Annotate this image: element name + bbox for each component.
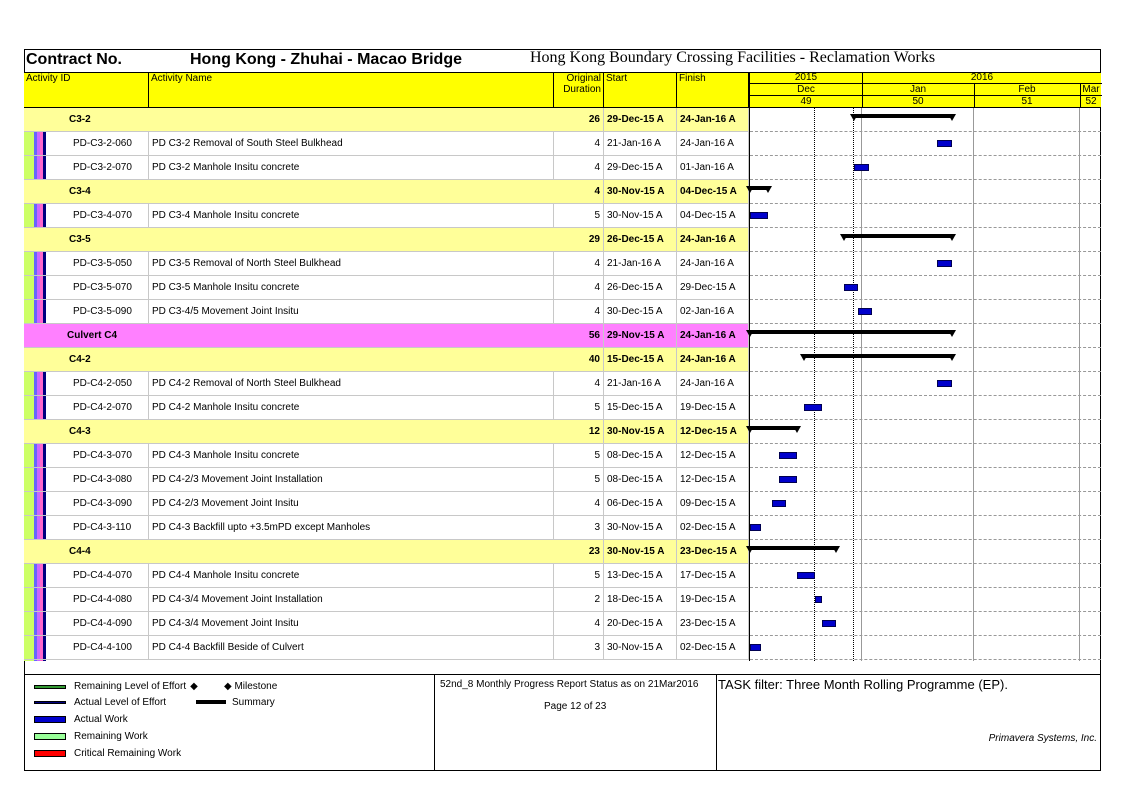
activity-name-cell: PD C4-3 Manhole Insitu concrete [149,444,554,467]
gantt-row-divider [750,467,1101,468]
remaining-loe-swatch [34,685,66,689]
start-cell: 29-Dec-15 A [604,156,677,179]
activity-id-cell: PD-C3-4-070 [51,204,149,227]
start-cell: 18-Dec-15 A [604,588,677,611]
activity-row[interactable] [24,276,749,300]
duration-cell: 26 [554,108,604,131]
summary-icon [196,700,226,704]
page-number: Page 12 of 23 [544,701,607,712]
activity-id-cell: C3-4 [69,186,91,197]
week-51: 51 [974,96,1081,107]
finish-cell: 24-Jan-16 A [677,132,749,155]
finish-cell: 02-Dec-15 A [677,636,749,659]
start-cell: 26-Dec-15 A [604,228,677,251]
activity-row[interactable] [24,492,749,516]
activity-id-cell: PD-C4-4-070 [51,564,149,587]
vendor-name: Primavera Systems, Inc. [988,733,1097,744]
activity-row[interactable] [24,636,749,660]
duration-cell: 56 [554,324,604,347]
gantt-chart [749,108,1100,661]
start-cell: 20-Dec-15 A [604,612,677,635]
duration-cell: 40 [554,348,604,371]
activity-row[interactable] [24,372,749,396]
gantt-row-divider [750,203,1101,204]
wbs-group-row[interactable] [24,228,749,252]
start-cell: 30-Nov-15 A [604,204,677,227]
actual-loe-swatch [34,701,66,704]
gantt-row-divider [750,563,1101,564]
start-cell: 15-Dec-15 A [604,396,677,419]
legend-remaining-loe: Remaining Level of Effort ◆ [34,681,198,693]
duration-cell: 4 [554,492,604,515]
activity-name-cell: PD C4-2/3 Movement Joint Installation [149,468,554,491]
duration-cell: 29 [554,228,604,251]
gantt-row-divider [750,371,1101,372]
legend-milestone: ◆ Milestone [224,681,278,692]
actual-work-bar [844,284,858,291]
summary-bar [804,354,952,358]
activity-name-cell: PD C3-2 Manhole Insitu concrete [149,156,554,179]
activity-id-cell: PD-C4-4-090 [51,612,149,635]
activity-row[interactable] [24,516,749,540]
finish-cell: 24-Jan-16 A [677,108,749,131]
activity-id-cell: PD-C3-2-060 [51,132,149,155]
actual-work-swatch [34,716,66,723]
duration-cell: 5 [554,468,604,491]
finish-cell: 12-Dec-15 A [677,420,749,443]
actual-work-bar [750,212,768,219]
duration-cell: 12 [554,420,604,443]
summary-bar [750,186,768,190]
duration-cell: 2 [554,588,604,611]
activity-id-cell: PD-C3-5-050 [51,252,149,275]
actual-work-bar [772,500,786,507]
finish-cell: 09-Dec-15 A [677,492,749,515]
start-cell: 30-Dec-15 A [604,300,677,323]
actual-work-bar [779,476,797,483]
duration-cell: 5 [554,204,604,227]
activity-row[interactable] [24,300,749,324]
finish-cell: 19-Dec-15 A [677,396,749,419]
actual-work-bar [797,572,815,579]
activity-name-cell: PD C4-2/3 Movement Joint Insitu [149,492,554,515]
finish-cell: 02-Jan-16 A [677,300,749,323]
activity-row[interactable] [24,588,749,612]
finish-cell: 04-Dec-15 A [677,204,749,227]
start-cell: 30-Nov-15 A [604,516,677,539]
gantt-row-divider [750,659,1101,660]
column-header [24,73,749,108]
duration-cell: 3 [554,516,604,539]
start-cell: 29-Dec-15 A [604,108,677,131]
wbs-group-row[interactable] [24,180,749,204]
month-feb: Feb [974,84,1081,95]
col-duration[interactable] [554,73,604,107]
finish-cell: 24-Jan-16 A [677,348,749,371]
activity-row[interactable] [24,252,749,276]
activity-row[interactable] [24,132,749,156]
start-cell: 29-Nov-15 A [604,324,677,347]
actual-work-bar [750,644,761,651]
gantt-row-divider [750,395,1101,396]
month-mar: Mar [1082,84,1100,95]
gantt-row-divider [750,275,1101,276]
start-cell: 30-Nov-15 A [604,636,677,659]
activity-id-cell: PD-C4-4-080 [51,588,149,611]
activity-name-cell: PD C3-5 Removal of North Steel Bulkhead [149,252,554,275]
start-cell: 30-Nov-15 A [604,420,677,443]
activity-row[interactable] [24,396,749,420]
activity-row[interactable] [24,612,749,636]
activity-row[interactable] [24,156,749,180]
wbs-group-row[interactable] [24,324,749,348]
finish-cell: 02-Dec-15 A [677,516,749,539]
activity-id-cell: C3-5 [69,234,91,245]
activity-id-cell: PD-C4-3-080 [51,468,149,491]
finish-cell: 12-Dec-15 A [677,468,749,491]
wbs-group-row[interactable] [24,348,749,372]
gantt-row-divider [750,323,1101,324]
summary-bar [854,114,951,118]
duration-cell: 5 [554,396,604,419]
activity-name-cell: PD C4-3/4 Movement Joint Installation [149,588,554,611]
activity-id-cell: PD-C3-5-070 [51,276,149,299]
finish-cell: 24-Jan-16 A [677,228,749,251]
gantt-row-divider [750,131,1101,132]
gantt-row-divider [750,635,1101,636]
milestone-icon: ◆ [224,681,235,692]
critical-remaining-swatch [34,750,66,757]
col-activity-id[interactable]: Activity ID [24,73,149,107]
activity-id-cell: PD-C3-2-070 [51,156,149,179]
gantt-row-divider [750,515,1101,516]
activity-id-cell: C4-4 [69,546,91,557]
activity-id-cell: PD-C3-5-090 [51,300,149,323]
start-cell: 21-Jan-16 A [604,132,677,155]
actual-work-bar [750,524,761,531]
gantt-row-divider [750,251,1101,252]
start-cell: 26-Dec-15 A [604,276,677,299]
legend-actual-loe: Actual Level of Effort [34,697,166,709]
finish-cell: 29-Dec-15 A [677,276,749,299]
start-cell: 08-Dec-15 A [604,468,677,491]
gantt-row-divider [750,299,1101,300]
year-2015: 2015 [750,73,863,83]
finish-cell: 01-Jan-16 A [677,156,749,179]
activity-row[interactable] [24,204,749,228]
gantt-row-divider [750,491,1101,492]
legend-remaining-work: Remaining Work [34,731,148,743]
actual-work-bar [815,596,822,603]
activity-name-cell: PD C4-2 Manhole Insitu concrete [149,396,554,419]
timescale-header [749,73,1101,108]
finish-cell: 23-Dec-15 A [677,540,749,563]
start-cell: 13-Dec-15 A [604,564,677,587]
activity-id-cell: PD-C4-3-070 [51,444,149,467]
activity-id-cell: PD-C4-3-110 [51,516,149,539]
start-cell: 21-Jan-16 A [604,252,677,275]
week-50: 50 [862,96,975,107]
gantt-row-divider [750,611,1101,612]
duration-cell: 3 [554,636,604,659]
start-cell: 30-Nov-15 A [604,540,677,563]
actual-work-bar [822,620,836,627]
col-duration-line2: Duration [563,84,601,95]
legend-critical-remaining: Critical Remaining Work [34,748,181,760]
month-dec: Dec [750,84,863,95]
activity-name-cell: PD C4-2 Removal of North Steel Bulkhead [149,372,554,395]
year-2016: 2016 [970,72,994,83]
duration-cell: 4 [554,300,604,323]
start-cell: 30-Nov-15 A [604,180,677,203]
project-title: Hong Kong - Zhuhai - Macao Bridge [190,51,462,68]
actual-work-bar [858,308,872,315]
contract-label: Contract No. [26,51,122,68]
gantt-row-divider [750,227,1101,228]
activity-name-cell: PD C3-4 Manhole Insitu concrete [149,204,554,227]
activity-id-cell: PD-C4-3-090 [51,492,149,515]
gantt-row-divider [750,155,1101,156]
activity-id-cell: PD-C4-2-050 [51,372,149,395]
activity-row[interactable] [24,564,749,588]
report-status: 52nd_8 Monthly Progress Report Status as on 21Mar2016 [440,679,699,690]
start-cell: 15-Dec-15 A [604,348,677,371]
duration-cell: 5 [554,444,604,467]
wbs-group-row[interactable] [24,420,749,444]
summary-bar [750,426,797,430]
start-cell: 21-Jan-16 A [604,372,677,395]
duration-cell: 4 [554,180,604,203]
gantt-row-divider [750,179,1101,180]
activity-id-cell: C3-2 [69,114,91,125]
activity-name-cell: PD C4-4 Backfill Beside of Culvert [149,636,554,659]
duration-cell: 4 [554,612,604,635]
col-duration-line1: Original [566,73,601,84]
gantt-row-divider [750,539,1101,540]
finish-cell: 19-Dec-15 A [677,588,749,611]
wbs-group-row[interactable] [24,540,749,564]
report-subtitle: Hong Kong Boundary Crossing Facilities - Reclamation Works [530,49,936,66]
week-52: 52 [1085,96,1097,107]
wbs-group-row[interactable] [24,108,749,132]
finish-cell: 24-Jan-16 A [677,372,749,395]
finish-cell: 24-Jan-16 A [677,252,749,275]
start-cell: 06-Dec-15 A [604,492,677,515]
duration-cell: 5 [554,564,604,587]
start-cell: 08-Dec-15 A [604,444,677,467]
activity-name-cell: PD C3-2 Removal of South Steel Bulkhead [149,132,554,155]
activity-id-cell: C4-2 [69,354,91,365]
activity-name-cell: PD C3-5 Manhole Insitu concrete [149,276,554,299]
finish-cell: 04-Dec-15 A [677,180,749,203]
finish-cell: 23-Dec-15 A [677,612,749,635]
finish-cell: 12-Dec-15 A [677,444,749,467]
gantt-row-divider [750,347,1101,348]
gantt-row-divider [750,587,1101,588]
activity-id-cell: PD-C4-4-100 [51,636,149,659]
col-finish[interactable]: Finish [677,73,749,107]
actual-work-bar [937,260,951,267]
activity-id-cell: Culvert C4 [67,330,118,341]
col-activity-name[interactable]: Activity Name [149,73,554,107]
actual-work-bar [779,452,797,459]
legend-summary: Summary [196,697,275,709]
activity-name-cell: PD C3-4/5 Movement Joint Insitu [149,300,554,323]
finish-cell: 17-Dec-15 A [677,564,749,587]
remaining-work-swatch [34,733,66,740]
duration-cell: 4 [554,252,604,275]
title-bar [24,49,1101,73]
duration-cell: 4 [554,132,604,155]
activity-row[interactable] [24,468,749,492]
actual-work-bar [804,404,822,411]
duration-cell: 4 [554,156,604,179]
activity-id-cell: C4-3 [69,426,91,437]
duration-cell: 23 [554,540,604,563]
summary-bar [750,330,952,334]
legend-actual-work: Actual Work [34,714,128,726]
activity-name-cell: PD C4-3/4 Movement Joint Insitu [149,612,554,635]
activity-row[interactable] [24,444,749,468]
activity-id-cell: PD-C4-2-070 [51,396,149,419]
col-start[interactable]: Start [604,73,677,107]
actual-work-bar [854,164,868,171]
duration-cell: 4 [554,276,604,299]
summary-bar [750,546,836,550]
activity-name-cell: PD C4-3 Backfill upto +3.5mPD except Manholes [149,516,554,539]
gantt-row-divider [750,443,1101,444]
actual-work-bar [937,380,951,387]
activity-name-cell: PD C4-4 Manhole Insitu concrete [149,564,554,587]
week-49: 49 [750,96,863,107]
task-filter: TASK filter: Three Month Rolling Programme (EP). [718,677,1008,692]
gantt-row-divider [750,419,1101,420]
duration-cell: 4 [554,372,604,395]
footer [24,674,1101,771]
summary-bar [844,234,952,238]
month-jan: Jan [862,84,975,95]
finish-cell: 24-Jan-16 A [677,324,749,347]
actual-work-bar [937,140,951,147]
